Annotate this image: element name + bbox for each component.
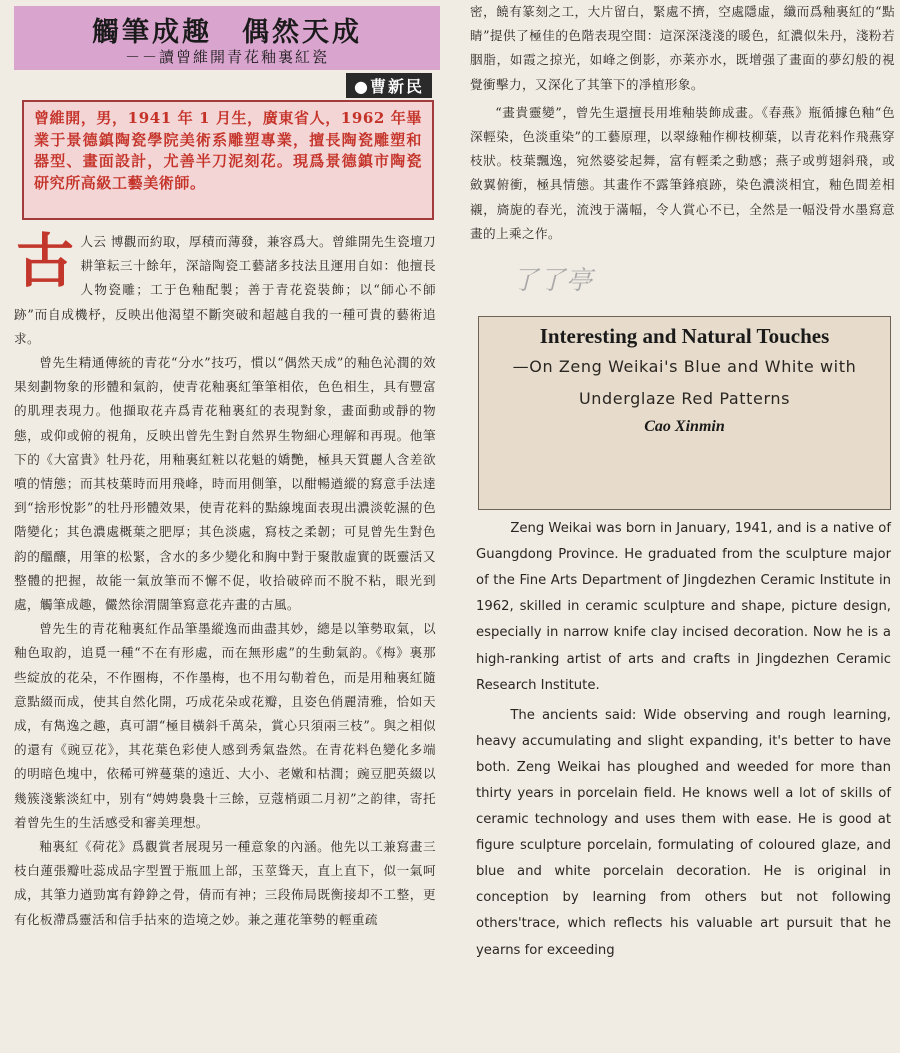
paragraph-zh-3: 曾先生的青花釉裏紅作品筆墨縱逸而曲盡其妙，總是以筆勢取氣，以釉色取韵，追覓一種“不在有形處，而在無形處”的生動氣韵。《梅》裏那些綻放的花朵，不作圈梅，不作墨梅，也不用勾勒着色，而是用釉裏紅隨意點綴而成，使其自然化開，巧成花朵或花瓣，且姿色俏麗清雅，恰如天成，有雋逸之趣，真可謂“極目橫斜千萬朵，賞心只須兩三枝”。與之相似的還有《豌豆花》，其花葉色彩使人感到秀氣盎然。在青花料色變化多端的明暗色塊中，依稀可辨蔓葉的遠近、大小、老嫩和枯潤；豌豆肥英綴以幾簇淺紫淡紅中，别有“娉娉裊裊十三餘，豆蔻梢頭二月初”之韵律，寄托着曾先生的生活感受和審美理想。 xyxy=(14,621,436,830)
seal-mark: 了了亭 xyxy=(512,266,594,297)
seal-signature xyxy=(470,246,895,316)
paragraph-zh-1-text: 人云 博觀而約取，厚積而薄發，兼容爲大。曾維開先生瓷壇刀耕筆耘三十餘年，深諳陶瓷工藝諸多技法且運用自如：他擅長人物瓷雕；工于色釉配製；善于青花瓷裝飾；以“師心不師跡”而自成機杼，反映出他渴望不斷突破和超越自我的一種可貴的藝術追求。 xyxy=(14,234,436,346)
paragraph-zh-continued: 密，饒有篆刻之工，大片留白，緊處不擠，空處隱虛，纖而爲釉裏紅的“點睛”提供了極佳的色階表現空間：這深深淺淺的暖色，紅濃似朱丹，淺粉若胭脂，如霞之掠光，如峰之倒影，亦莱亦水，既增强了畫面的夢幻般的視覺衝擊力，又深化了其筆下的凈植形象。 xyxy=(470,4,895,92)
author-row xyxy=(8,70,440,98)
paragraph-en-1: Zeng Weikai was born in January, 1941, and is a native of Guangdong Province. He graduated from the sculpture major of the Fine Arts Department of Jingdezhen Ceramic Institute in 1962, skilled in ceramic sculpture and shape, picture design, especially in narrow knife clay incised decoration. Now he is a high-ranking artist of arts and crafts in Jingdezhen Ceramic Research Institute. xyxy=(476,521,891,693)
article-title-en: Interesting and Natural Touches xyxy=(539,324,830,349)
paragraph-zh-1 xyxy=(14,227,436,351)
title-banner xyxy=(14,6,440,70)
article-subtitle-en: —On Zeng Weikai's Blue and White with Underglaze Red Patterns xyxy=(512,357,857,408)
chinese-column xyxy=(8,6,440,932)
body-text-en xyxy=(476,516,891,964)
author-en: Cao Xinmin xyxy=(644,418,725,436)
bio-text: 曾維開，男，1941 年 1 月生，廣東省人，1962 年畢業于景德鎮陶瓷學院美術系雕塑專業，擅長陶瓷雕塑和器型、畫面設計，尤善半刀泥刻花。現爲景德鎮市陶瓷研究所高級工藝美術師。 xyxy=(34,109,422,192)
article-title-zh: 觸筆成趣 偶然天成 xyxy=(92,17,362,48)
right-column xyxy=(470,0,895,968)
body-text-zh xyxy=(14,227,436,932)
paragraph-zh-5: “畫貴靈變”，曾先生還擅長用堆釉裝飾成畫。《春燕》瓶循據色釉“色深輕染，色淡重染”的工藝原理，以翠綠釉作柳枝柳葉，以青花料作飛燕穿枝狀。枝葉飄逸，宛然婆娑起舞，富有輕柔之動感；燕子或剪翅斜飛，或斂翼俯衝，極具情態。其畫作不露筆鋒痕跡，染色濃淡相宜，釉色間差相襯，旖旎的春光，流洩于滿幅，令人賞心不已，全然是一幅没骨水墨寫意畫的上乘之作。 xyxy=(470,104,895,241)
bio-box xyxy=(22,100,434,220)
author-tag-zh: ●曹新民 xyxy=(346,73,432,98)
drop-cap: 古 xyxy=(16,227,75,295)
paragraph-zh-4: 釉裏紅《荷花》爲觀賞者展現另一種意象的內涵。他先以工兼寫畫三枝白蓮張瓣吐蕊成品字型置于瓶皿上部，玉莖聳天，直上直下，似一氣呵成，其筆力遒勁寓有錚錚之骨，倩而有神；三段佈局既衡接却不工整，更有化板滯爲靈活和信手拈來的造境之妙。兼之蓮花筆勢的輕重疏 xyxy=(14,839,436,927)
paragraph-zh-2: 曾先生精通傳統的青花“分水”技巧，慣以“偶然天成”的釉色沁潤的效果刻劃物象的形體和氣韵，使青花釉裏紅筆筆相依，色色相生，具有豐富的肌理表現力。他擷取花卉爲青花釉裏紅的表現對象，畫面動或靜的物態，或仰或俯的視角，反映出曾先生對自然界生物細心理解和再現。他筆下的《大富貴》牡丹花，用釉裏紅粧以花魁的嬌艷，極具天質麗人含差欲噴的情態；而其枝葉時而用飛峰，時而用側筆，以酣暢遒縱的寫意手法達到“捨形悅影”的牡丹形體效果，使青花料的點線塊面表現出濃淡乾濕的色階變化；其色濃處概葉之肥厚；其色淡處，寫枝之柔韌；可見曾先生對色韵的醞釀，用筆的松緊，含水的多少變化和胸中對于聚散虛實的既靈活又整體的把握，故能一氣放筆而不懈不促，收拾破碎而不脫不粘，眼光到處，觸筆成趣，儼然徐渭闊筆寫意花卉畫的古風。 xyxy=(14,355,436,613)
english-title-box xyxy=(478,316,891,510)
article-subtitle-zh: －－讀曾維開青花釉裏紅瓷 xyxy=(124,48,329,66)
paragraph-en-2: The ancients said: Wide observing and rough learning, heavy accumulating and slight expanding, it's better to have both. Zeng Weikai has ploughed and weeded for more than thirty years in porcelain field. He knows well a lot of skills of ceramic technology and uses them with ease. He is good at figure sculpture porcelain, formulating of coloured glaze, and blue and white porcelain decoration. He is original in conception by learning from others but not following others'trace, which reflects his valuable art pursuit that he yearns for exceeding xyxy=(476,707,891,958)
